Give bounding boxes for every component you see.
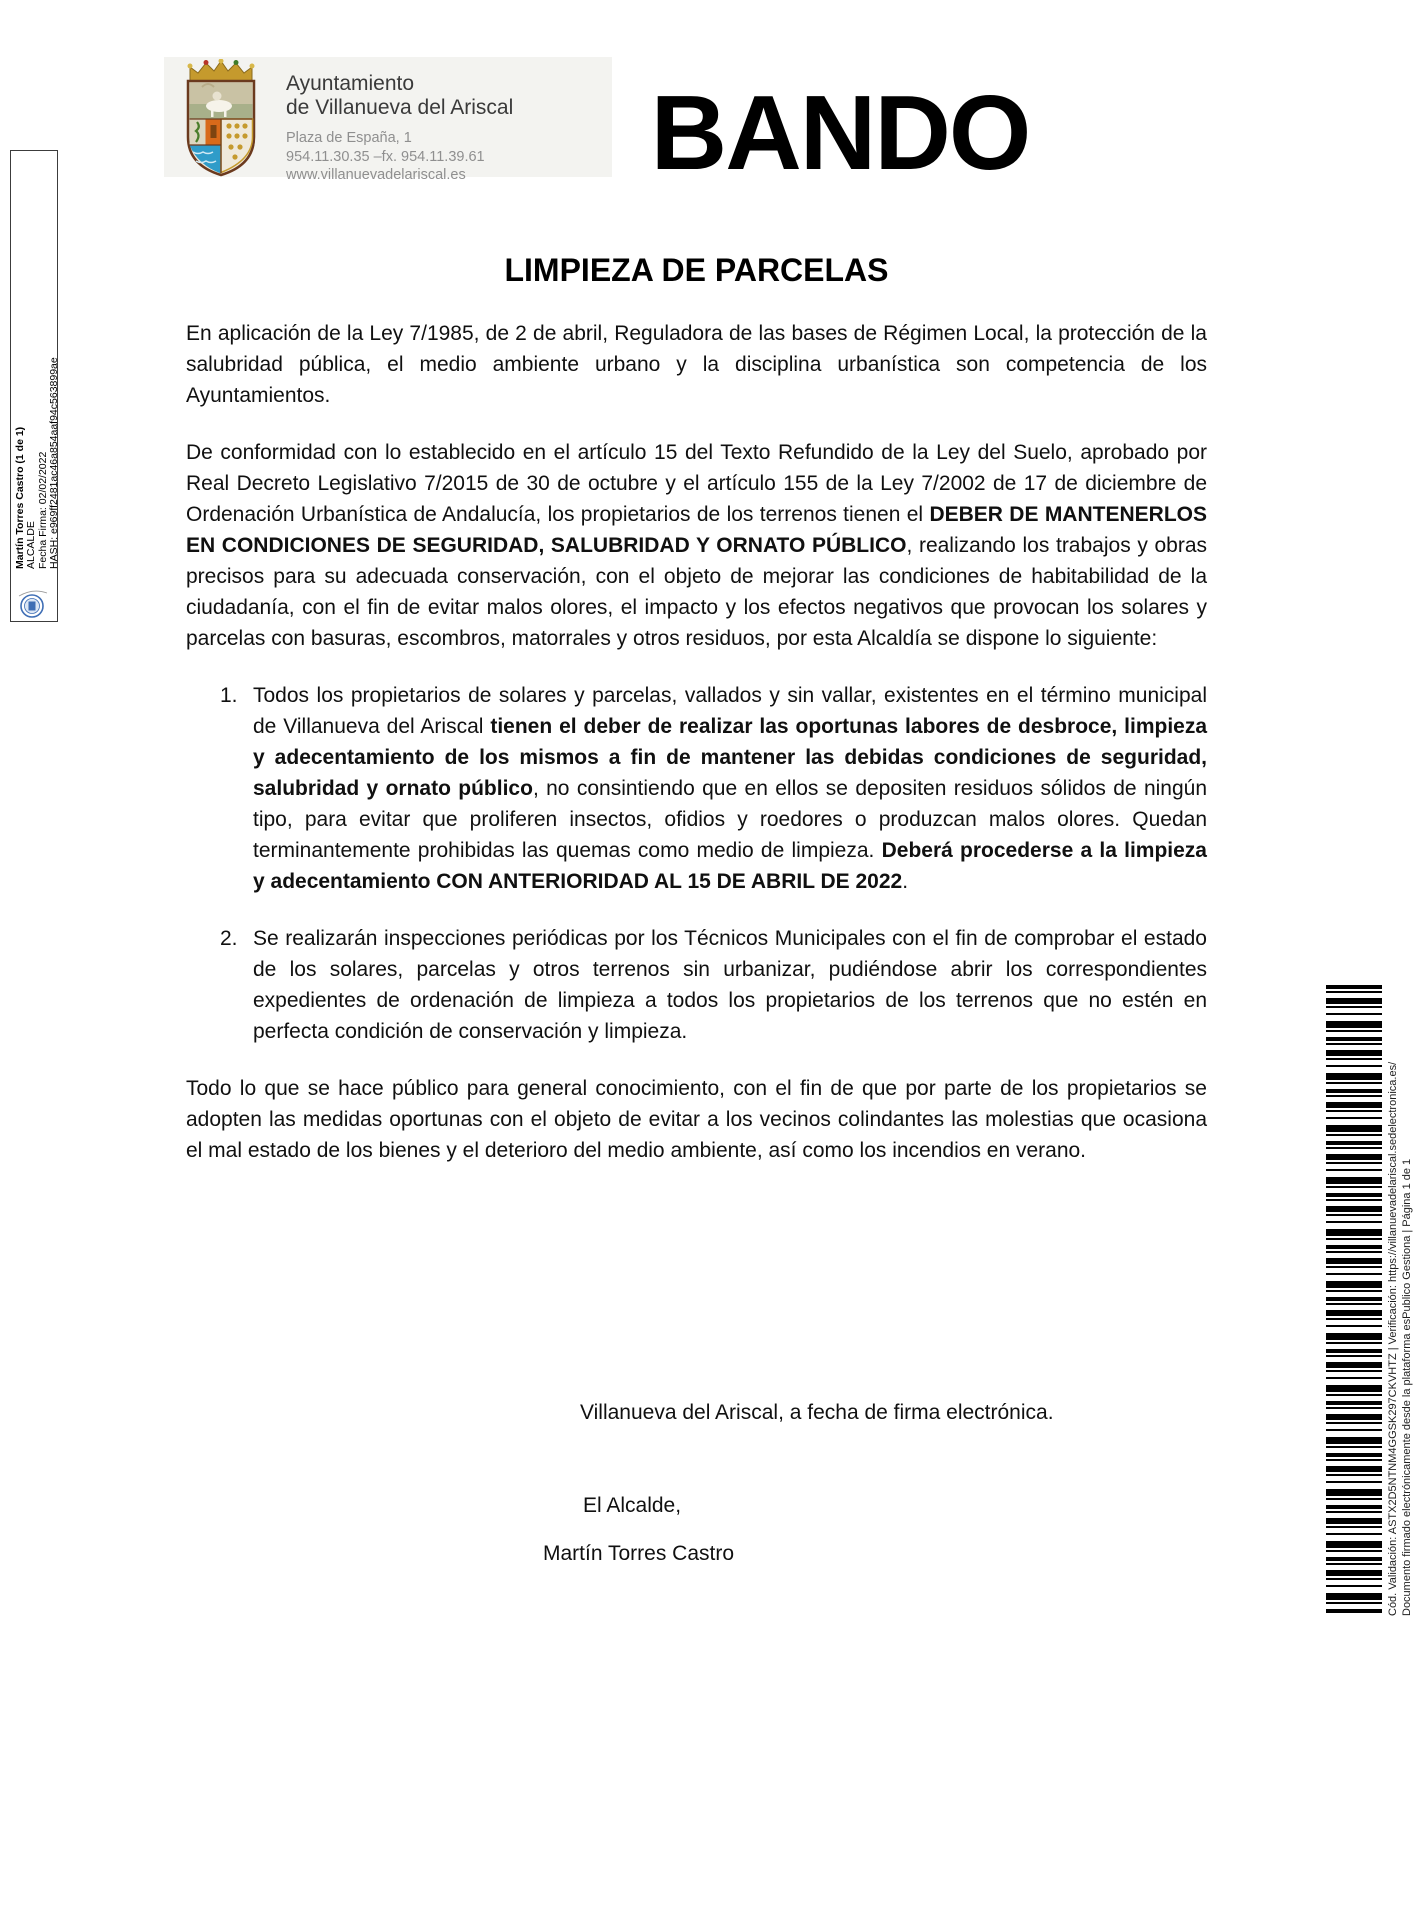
letterhead-text <box>286 72 514 183</box>
coat-of-arms-icon <box>176 59 266 177</box>
org-website: www.villanuevadelariscal.es <box>286 167 466 183</box>
paragraph-legal: De conformidad con lo establecido en el artículo 15 del Texto Refundido de la Ley del Suelo, aprobado por Real Decreto Legislativo 7/2015 de 30 de octubre y el artículo 155 de la Ley 7/2002 de 17 de diciembre de Ordenación Urbanística de Andalucía, los propietarios de los terrenos tienen el DEBER DE MANTENERLOS EN CONDICIONES DE SEGURIDAD, SALUBRIDAD Y ORNATO PÚBLICO, realizando los trabajos y obras precisos para su adecuada conservación, con el objeto de mejorar las condiciones de habitabilidad de la ciudadanía, con el fin de evitar malos olores, el impacto y los efectos negativos que provocan los solares y parcelas con basuras, escombros, matorrales y otros residuos, por esta Alcaldía se dispone lo siguiente: <box>186 441 1207 650</box>
place-date-line: Villanueva del Ariscal, a fecha de firma electrónica. <box>580 1401 1054 1424</box>
signature-role-line: El Alcalde, <box>583 1494 682 1517</box>
signature-name-line: Martín Torres Castro <box>543 1542 734 1565</box>
signature-hash: HASH: e969ff2481ac46a854aaf94c563899ae <box>47 357 60 569</box>
platform-line: Documento firmado electrónicamente desde la plataforma esPublico Gestiona | Página 1 de 1 <box>1401 1158 1413 1616</box>
org-name-line1: Ayuntamiento <box>286 72 415 95</box>
signature-margin-text <box>15 169 60 569</box>
barcode <box>1326 985 1382 1615</box>
org-phone: 954.11.30.35 –fx. 954.11.39.61 <box>286 148 485 165</box>
document-body <box>186 252 1207 1192</box>
document-title: BANDO <box>650 74 1030 192</box>
validation-margin-text <box>1386 986 1414 1616</box>
list-item-text: Se realizarán inspecciones periódicas por los Técnicos Municipales con el fin de comprobar el estado de los solares, parcelas y otros terrenos sin urbanizar, pudiéndose abrir los correspondientes expedientes de ordenación de limpieza a todos los propietarios de los terrenos que no estén en perfecta condición de conservación y limpieza. <box>253 927 1207 1043</box>
electronic-seal-icon <box>17 587 49 619</box>
list-item <box>186 680 1207 897</box>
validation-code-line: Cód. Validación: ASTX2D5NTNM4GGSK297CKVHTZ | Verificación: https://villanuevadelariscal.sedelectronica.es/ <box>1387 1061 1399 1616</box>
signature-date: Fecha Firma: 02/02/2022 <box>36 451 49 569</box>
list-item <box>186 923 1207 1047</box>
paragraph-intro: En aplicación de la Ley 7/1985, de 2 de abril, Reguladora de las bases de Régimen Local, la protección de la salubridad pública, el medio ambiente urbano y la disciplina urbanística son competencia de los Ayuntamientos. <box>186 322 1207 407</box>
signature-margin-box <box>10 150 58 622</box>
org-address: Plaza de España, 1 <box>286 130 412 146</box>
document-subtitle: LIMPIEZA DE PARCELAS <box>504 252 889 288</box>
org-name-line2: de Villanueva del Ariscal <box>286 96 514 119</box>
list-item-number: 1. <box>220 684 238 707</box>
municipality-logo-block <box>164 57 612 183</box>
signer-name: Martín Torres Castro (1 de 1) <box>14 426 26 569</box>
list-item-text: Todos los propietarios de solares y parcelas, vallados y sin vallar, existentes en el término municipal de Villanueva del Ariscal tienen el deber de realizar las oportunas labores de desbroce, limpieza y adecentamiento de los mismos a fin de mantener las debidas condiciones de seguridad, salubridad y ornato público, no consintiendo que en ellos se depositen residuos sólidos de ningún tipo, para evitar que proliferen insectos, ofidios y roedores o produzcan malos olores. Quedan terminantemente prohibidas las quemas como medio de limpieza. Deberá procederse a la limpieza y adecentamiento CON ANTERIORIDAD AL 15 DE ABRIL DE 2022. <box>253 684 1208 893</box>
provisions-list <box>186 680 1207 1047</box>
paragraph-closing: Todo lo que se hace público para general conocimiento, con el fin de que por parte de los propietarios se adopten las medidas oportunas con el objeto de evitar a los vecinos colindantes las molestias que ocasiona el mal estado de los bienes y el deterioro del medio ambiente, así como los incendios en verano. <box>186 1077 1207 1162</box>
signer-role: ALCALDE <box>25 521 38 569</box>
list-item-number: 2. <box>220 927 238 950</box>
